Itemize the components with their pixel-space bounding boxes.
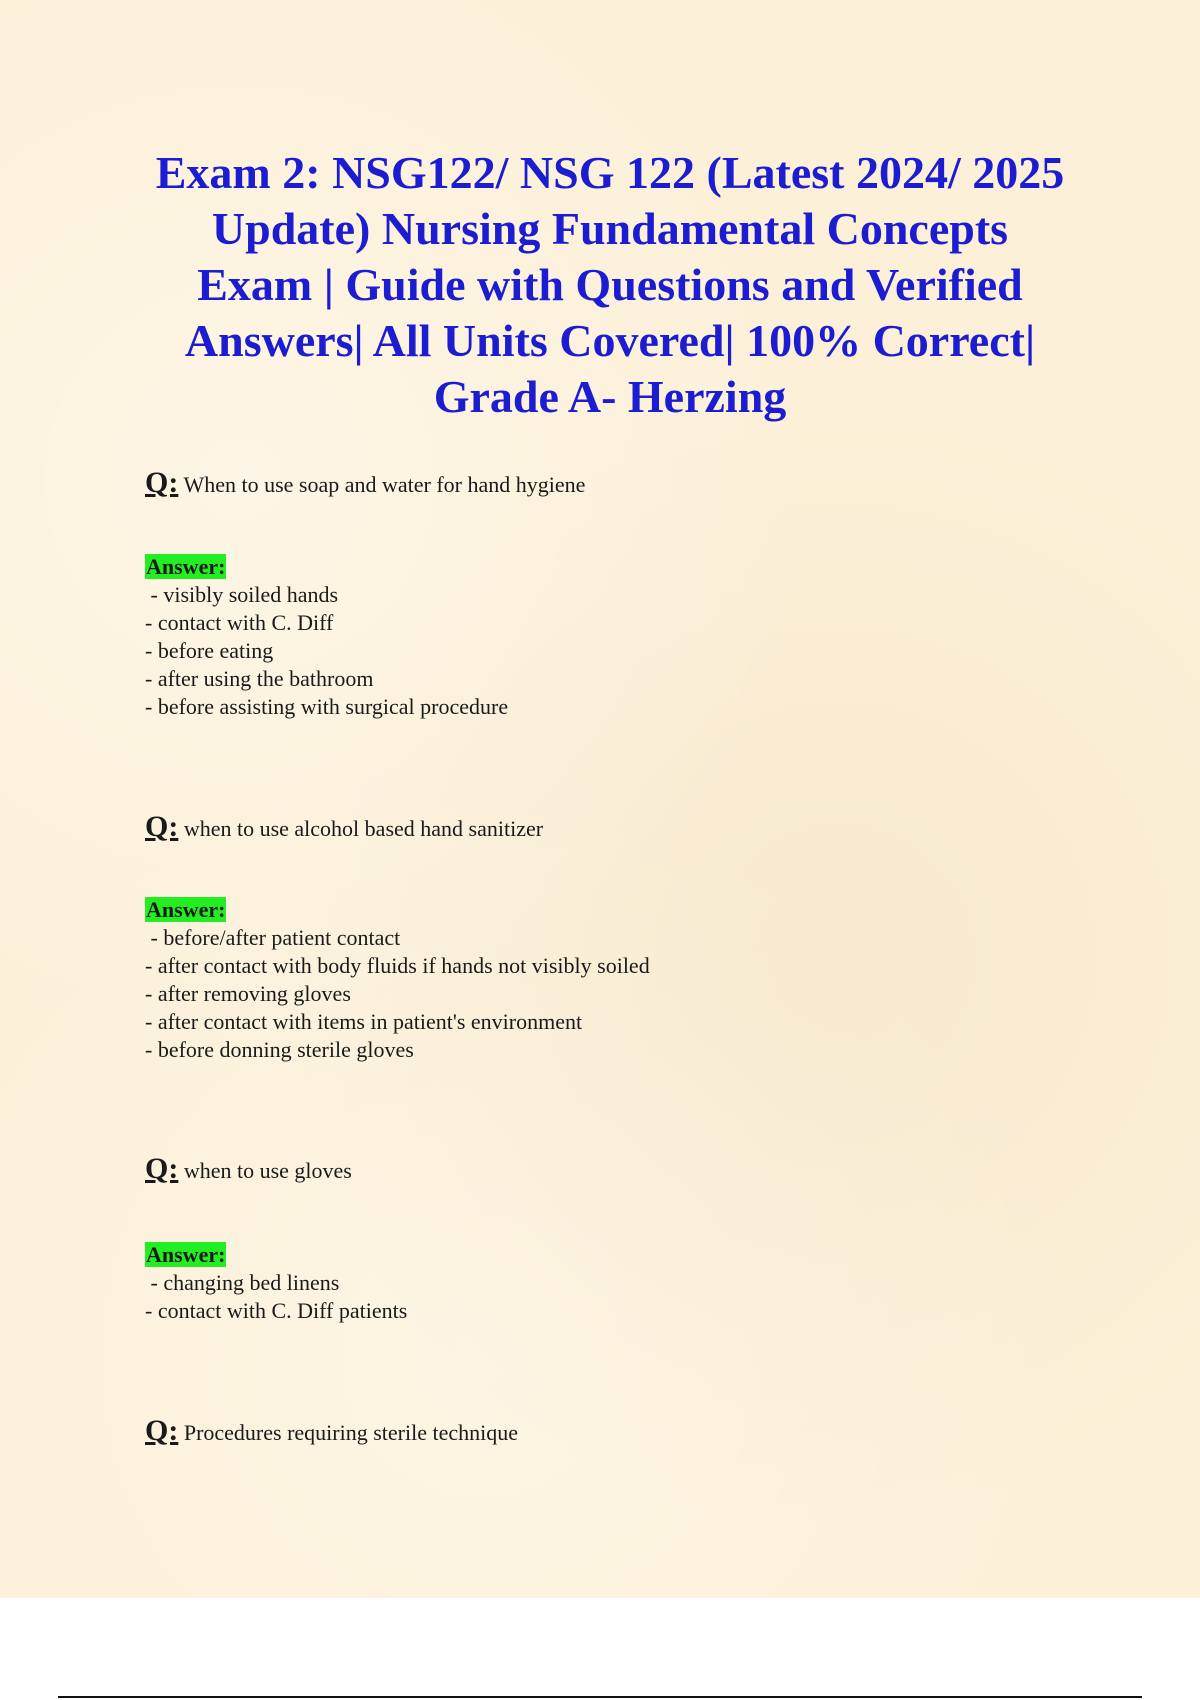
question-text: Procedures requiring sterile technique (183, 1420, 518, 1445)
question-text: when to use gloves (183, 1158, 352, 1183)
answer-label: Answer: (146, 1242, 226, 1267)
answer-line: - before/after patient contact (145, 925, 401, 950)
answer-2 (145, 896, 650, 1064)
footer-divider (58, 1696, 1142, 1698)
answer-line: - changing bed linens (145, 1270, 340, 1295)
answer-line: - before assisting with surgical procedure (145, 694, 509, 719)
answer-label: Answer: (146, 554, 226, 579)
answer-line: - after contact with body fluids if hands not visibly soiled (145, 953, 650, 978)
answer-line: - after removing gloves (145, 981, 351, 1006)
document-title: Exam 2: NSG122/ NSG 122 (Latest 2024/ 2025 Update) Nursing Fundamental Concepts Exam | Guide with Questions and Verified Answers| All Units Covered| 100% Correct| Grade A- Herzing (155, 147, 1065, 422)
question-text: When to use soap and water for hand hygiene (183, 472, 586, 497)
question-2 (145, 810, 543, 844)
q-marker: Q: (145, 466, 179, 499)
answer-3 (145, 1241, 407, 1325)
answer-line: - after using the bathroom (145, 666, 374, 691)
answer-1 (145, 553, 508, 721)
answer-label: Answer: (146, 897, 226, 922)
answer-line: - before donning sterile gloves (145, 1037, 414, 1062)
question-text: when to use alcohol based hand sanitizer (183, 816, 544, 841)
answer-line: - contact with C. Diff patients (145, 1298, 408, 1323)
answer-line: - after contact with items in patient's environment (145, 1009, 583, 1034)
q-marker: Q: (145, 810, 179, 843)
answer-line: - before eating (145, 638, 274, 663)
answer-line: - visibly soiled hands (145, 582, 339, 607)
q-marker: Q: (145, 1152, 179, 1185)
q-marker: Q: (145, 1414, 179, 1447)
question-4 (145, 1414, 518, 1448)
question-3 (145, 1152, 352, 1186)
question-1 (145, 466, 585, 500)
answer-line: - contact with C. Diff (145, 610, 334, 635)
